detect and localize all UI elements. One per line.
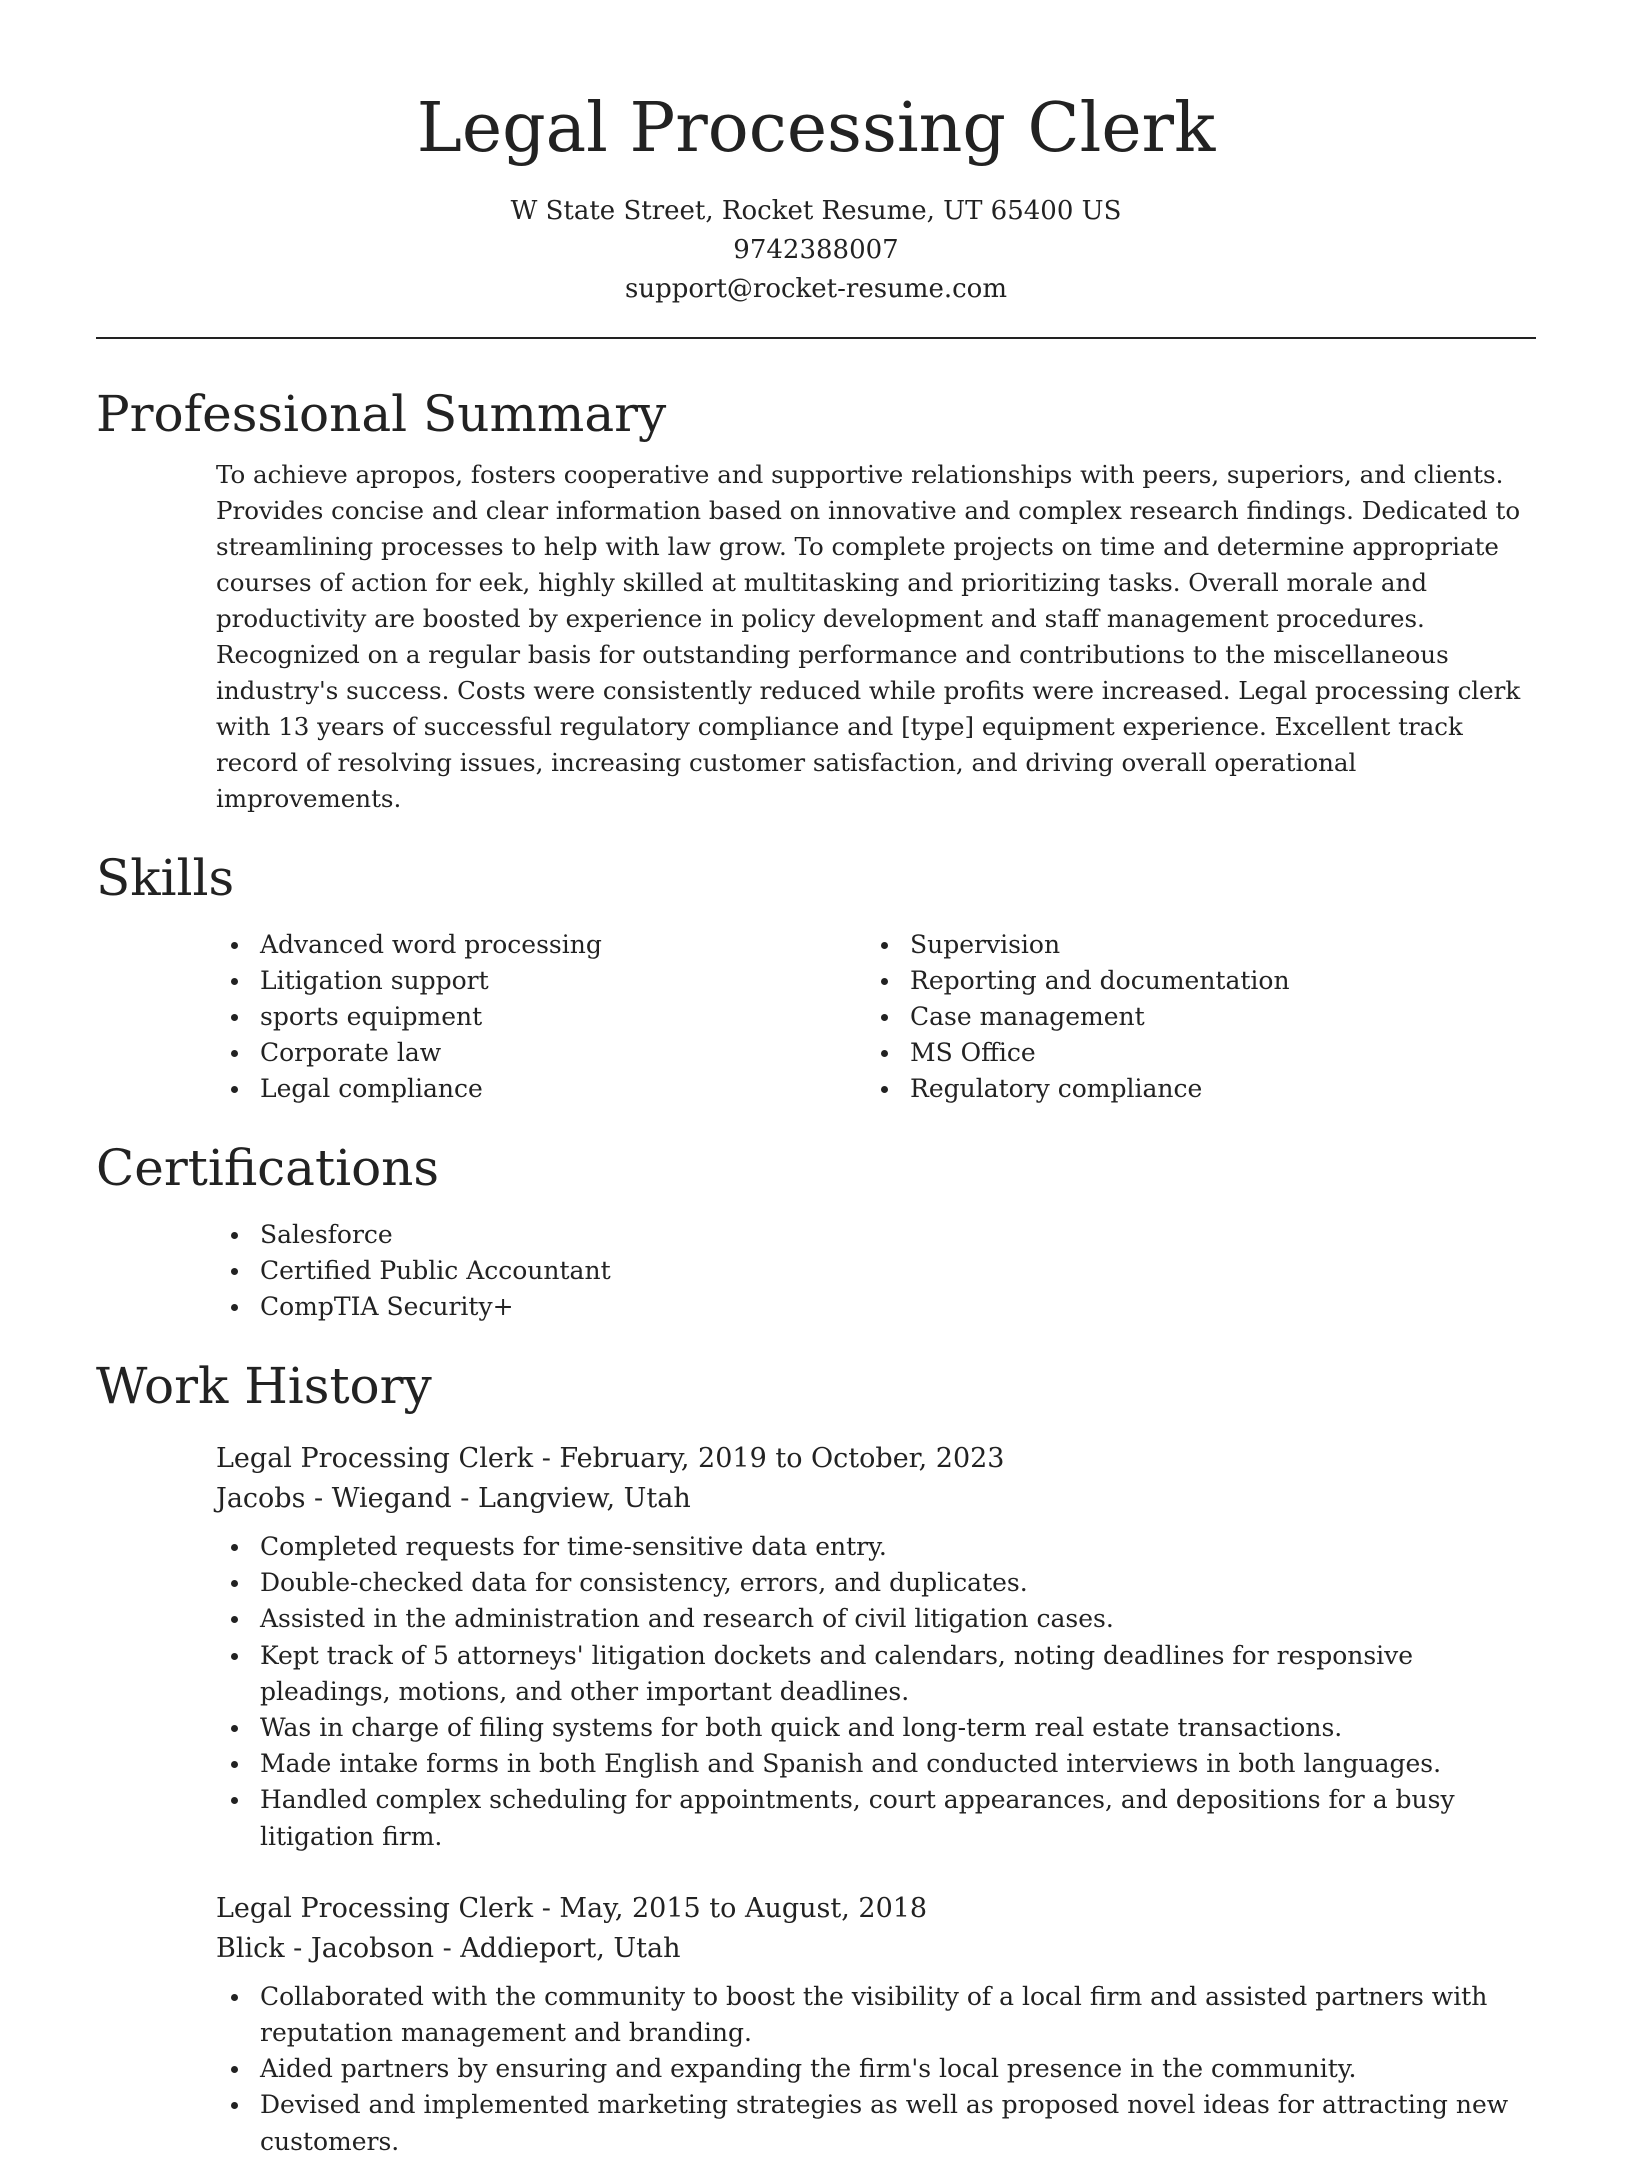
work-history-section xyxy=(96,1351,1536,2160)
section-title-skills: Skills xyxy=(96,849,235,907)
candidate-name: Legal Processing Clerk xyxy=(416,89,1216,168)
job-company: Blick - Jacobson xyxy=(216,1932,434,1964)
job-title-line: Legal Processing Clerk - February, 2019 to October, 2023 xyxy=(216,1443,1005,1474)
job-bullet: Made intake forms in both English and Spanish and conducted interviews in both languages. xyxy=(216,1746,1536,1782)
skill-item: Regulatory compliance xyxy=(866,1071,1516,1107)
job-dates: May, 2015 to August, 2018 xyxy=(559,1892,928,1924)
skill-item: Case management xyxy=(866,999,1516,1035)
certifications-list xyxy=(216,1217,1536,1325)
job-company-line: Jacobs - Wiegand - Langview, Utah xyxy=(216,1483,691,1514)
header-divider xyxy=(96,337,1536,339)
job-entry xyxy=(216,1439,1536,1855)
job-bullet-list xyxy=(216,1529,1536,1855)
summary-text: To achieve apropos, fosters cooperative and supportive relationships with peers, superiors, and clients. Provides concise and clear information based on innovative and complex research findings. Dedicated to streamlining processes to help with law grow. To complete projects on time and determine appropriate courses of action for eek, highly skilled at multitasking and prioritizing tasks. Overall morale and productivity are boosted by experience in policy development and staff management procedures. Recognized on a regular basis for outstanding performance and contributions to the miscellaneous industry's success. Costs were consistently reduced while profits were increased. Legal processing clerk with 13 years of successful regulatory compliance and [type] equipment experience. Excellent track record of resolving issues, increasing customer satisfaction, and driving overall operational improvements. xyxy=(216,460,1521,813)
job-bullet: Handled complex scheduling for appointments, court appearances, and depositions for a busy litigation firm. xyxy=(216,1782,1536,1854)
skill-item: Corporate law xyxy=(216,1035,866,1071)
certifications-section xyxy=(96,1133,1536,1325)
job-location: Langview, Utah xyxy=(477,1483,691,1514)
job-company-line: Blick - Jacobson - Addieport, Utah xyxy=(216,1932,681,1964)
job-company: Jacobs - Wiegand xyxy=(216,1483,452,1514)
job-entry xyxy=(216,1889,1536,2160)
skill-item: MS Office xyxy=(866,1035,1516,1071)
section-title-summary: Professional Summary xyxy=(96,385,667,443)
job-location: Addieport, Utah xyxy=(460,1932,681,1964)
section-title-work-history: Work History xyxy=(96,1357,432,1415)
skills-section xyxy=(96,843,1536,1107)
job-title: Legal Processing Clerk xyxy=(216,1443,534,1474)
professional-summary-section xyxy=(96,379,1536,817)
resume-header xyxy=(96,0,1536,309)
contact-block xyxy=(96,192,1536,309)
skill-item: Legal compliance xyxy=(216,1071,866,1107)
job-bullet-list xyxy=(216,1979,1536,2160)
job-bullet: Double-checked data for consistency, errors, and duplicates. xyxy=(216,1565,1536,1601)
job-title-line: Legal Processing Clerk - May, 2015 to August, 2018 xyxy=(216,1892,928,1924)
phone: 9742388007 xyxy=(733,235,899,265)
skill-item: Supervision xyxy=(866,927,1516,963)
skill-item: Advanced word processing xyxy=(216,927,866,963)
job-bullet: Completed requests for time-sensitive data entry. xyxy=(216,1529,1536,1565)
skills-columns xyxy=(216,927,1536,1107)
skill-item: Litigation support xyxy=(216,963,866,999)
job-bullet: Was in charge of filing systems for both quick and long-term real estate transactions. xyxy=(216,1710,1536,1746)
job-title: Legal Processing Clerk xyxy=(216,1892,534,1924)
section-title-certifications: Certifications xyxy=(96,1139,440,1197)
skills-list-right xyxy=(866,927,1516,1107)
certification-item: CompTIA Security+ xyxy=(216,1289,1536,1325)
skill-item: sports equipment xyxy=(216,999,866,1035)
email: support@rocket-resume.com xyxy=(624,274,1007,304)
job-bullet: Devised and implemented marketing strategies as well as proposed novel ideas for attracting new customers. xyxy=(216,2087,1536,2159)
job-bullet: Assisted in the administration and research of civil litigation cases. xyxy=(216,1601,1536,1637)
certification-item: Certified Public Accountant xyxy=(216,1253,1536,1289)
address: W State Street, Rocket Resume, UT 65400 US xyxy=(510,196,1122,226)
skill-item: Reporting and documentation xyxy=(866,963,1516,999)
job-bullet: Aided partners by ensuring and expanding the firm's local presence in the community. xyxy=(216,2051,1536,2087)
job-dates: February, 2019 to October, 2023 xyxy=(559,1443,1005,1474)
job-bullet: Collaborated with the community to boost the visibility of a local firm and assisted partners with reputation management and branding. xyxy=(216,1979,1536,2051)
certification-item: Salesforce xyxy=(216,1217,1536,1253)
job-bullet: Kept track of 5 attorneys' litigation dockets and calendars, noting deadlines for responsive pleadings, motions, and other important deadlines. xyxy=(216,1638,1536,1710)
skills-list-left xyxy=(216,927,866,1107)
